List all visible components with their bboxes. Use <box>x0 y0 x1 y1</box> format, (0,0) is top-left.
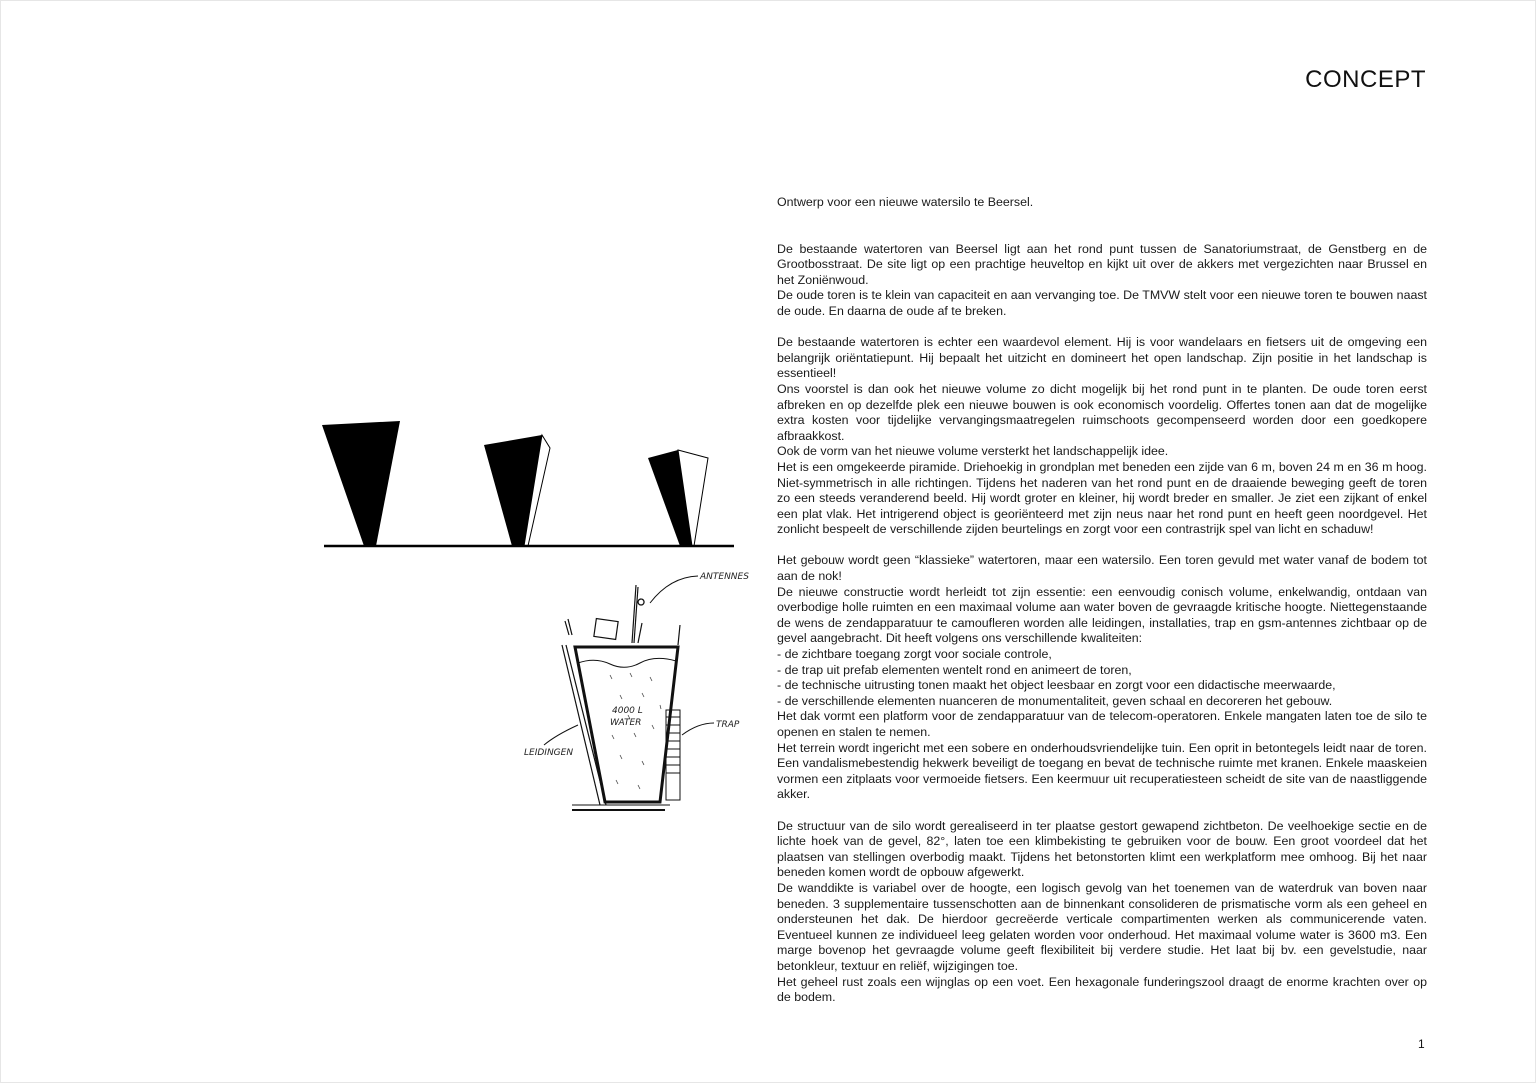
page-number: 1 <box>1418 1037 1425 1051</box>
paragraph: De wanddikte is variabel over de hoogte, een logisch gevolg van het toenemen van de waterdruk van boven naar beneden. 3 supplementaire tussenschotten aan de binnenkant consolideren de prismatische vorm als een geheel en ondersteunen het dak. De hierdoor gecreëerde verticale compartimenten werken als communicerende vaten. Eventueel kunnen ze individueel leeg gelaten worden voor onderhoud. Het maximaal volume water is 3600 m3. Een marge bovenop het gevraagde volume geeft flexibiliteit bij verdere studie. Het laat bij bv. een gevelstudie, naar betonkleur, textuur en reliëf, wijzigingen toe. <box>777 880 1427 973</box>
tower-elevation-front <box>322 421 400 546</box>
list-item: - de zichtbare toegang zorgt voor sociale controle, <box>777 647 1052 662</box>
arrow-antennes <box>650 576 698 603</box>
silo-section-sketch <box>520 565 760 820</box>
arrow-leidingen <box>544 725 578 745</box>
water-texture <box>610 673 661 789</box>
tower-elevation-side <box>648 450 708 546</box>
list-item: - de trap uit prefab elementen wentelt rond en animeert de toren, <box>777 662 1132 677</box>
paragraph: De bestaande watertoren van Beersel ligt aan het rond punt tussen de Sanatoriumstraat, de Genstberg en de Grootbosstraat. De site ligt op een prachtige heuveltop en kijkt uit over de akkers met vergezichten naar Brussel en het Zoniënwoud. <box>777 241 1427 287</box>
paragraph: Het geheel rust zoals een wijnglas op een voet. Een hexagonale funderingszool draagt de enorme krachten over op de bodem. <box>777 974 1427 1005</box>
label-trap: TRAP <box>716 720 740 730</box>
tower-elevations-drawing <box>318 418 748 553</box>
label-leidingen: LEIDINGEN <box>524 748 574 758</box>
list-item: - de technische uitrusting tonen maakt het object leesbaar en zorgt voor een didactische meerwaarde, <box>777 678 1336 693</box>
tower-elevation-angled <box>484 435 550 546</box>
label-volume: 4000 L <box>612 706 643 716</box>
page-title: CONCEPT <box>1305 66 1426 93</box>
paragraph: De oude toren is te klein van capaciteit en aan vervanging toe. De TMVW stelt voor een nieuwe toren te bouwen naast de oude. En daarna de oude af te breken. <box>777 288 1427 318</box>
paragraph: Het is een omgekeerde piramide. Driehoekig in grondplan met beneden een zijde van 6 m, boven 24 m en 36 m hoog. Niet-symmetrisch in alle richtingen. Tijdens het naderen van het rond punt en de draaiende beweging geeft de toren zo een steeds veranderend beeld. Hij wordt groter en kleiner, hij wordt breder en smaller. Je ziet een zijkant of enkel een plat vlak. Het intrigerend object is georiënteerd met zijn neus naar het rond punt en heeft geen noordgevel. Het zonlicht bespeelt de verschillende zijden beurtelings en zorgt voor een contrastrijk spel van licht en schaduw! <box>777 459 1427 537</box>
body-text <box>777 195 1427 1006</box>
paragraph: De structuur van de silo wordt gerealiseerd in ter plaatse gestort gewapend zichtbeton. De veelhoekige sectie en de lichte hoek van de gevel, 82°, laten toe een klimbekisting te gebruiken voor de bouw. Een groot voordeel dat het plaatsen van stellingen overbodig maakt. Tijdens het betonstorten klimt een werkplatform mee omhoog. Bij het naar beneden komen wordt de opbouw afgewerkt. <box>777 818 1427 880</box>
label-water: WATER <box>610 718 642 728</box>
antenna-masts <box>565 585 680 645</box>
paragraph: Het gebouw wordt geen “klassieke” watertoren, maar een watersilo. Een toren gevuld met water vanaf de bodem tot aan de nok! <box>777 553 1427 584</box>
paragraph: Ook de vorm van het nieuwe volume versterkt het landschappelijk idee. <box>777 444 1169 459</box>
paragraph: De nieuwe constructie wordt herleidt tot zijn essentie: een eenvoudig conisch volume, enkelwandig, ontdaan van overbodige holle ruimten en een maximaal volume aan water boven de gevraagde kritische hoogte. Niettegenstaande de wens de zendapparatuur te camoufleren worden alle leidingen, installaties, trap en gsm-antennes zichtbaar op de gevel aangebracht. Dit heeft volgens ons verschillende kwaliteiten: <box>777 584 1427 646</box>
intro-paragraph: Ontwerp voor een nieuwe watersilo te Beersel. <box>777 195 1034 209</box>
paragraph: De bestaande watertoren is echter een waardevol element. Hij is voor wandelaars en fietsers uit de omgeving een belangrijk oriëntatiepunt. Hij bepaalt het uitzicht en domineert het open landschap. Zijn positie in het landschap is essentieel! <box>777 335 1427 381</box>
arrow-trap <box>682 723 714 735</box>
paragraph: Het dak vormt een platform voor de zendapparatuur van de telecom-operatoren. Enkele mangaten laten toe de silo te openen en stalen te nemen. <box>777 709 1427 739</box>
list-item: - de verschillende elementen nuanceren de monumentaliteit, geven schaal en decoreren het gebouw. <box>777 693 1333 708</box>
label-antennes: ANTENNES <box>700 572 749 582</box>
paragraph: Ons voorstel is dan ook het nieuwe volume zo dicht mogelijk bij het rond punt in te planten. De oude toren eerst afbreken en op dezelfde plek een nieuwe bouwen is ook economisch voordelig. Offertes tonen aan dat de mogelijke extra kosten voor tijdelijke vervangingsmaatregelen ruimschoots gecompenseerd worden door een goedkopere afbraakkost. <box>777 381 1427 443</box>
paragraph: Het terrein wordt ingericht met een sobere en onderhoudsvriendelijke tuin. Een oprit in betontegels leidt naar de toren. Een vandalismebestendig hekwerk beveiligt de toegang en bevat de technische ruimte met kranen. Enkele maaskeien vormen een zitplaats voor vermoeide fietsers. Een keermuur uit recuperatiesteen scheidt de site van de naastliggende akker. <box>777 740 1427 802</box>
